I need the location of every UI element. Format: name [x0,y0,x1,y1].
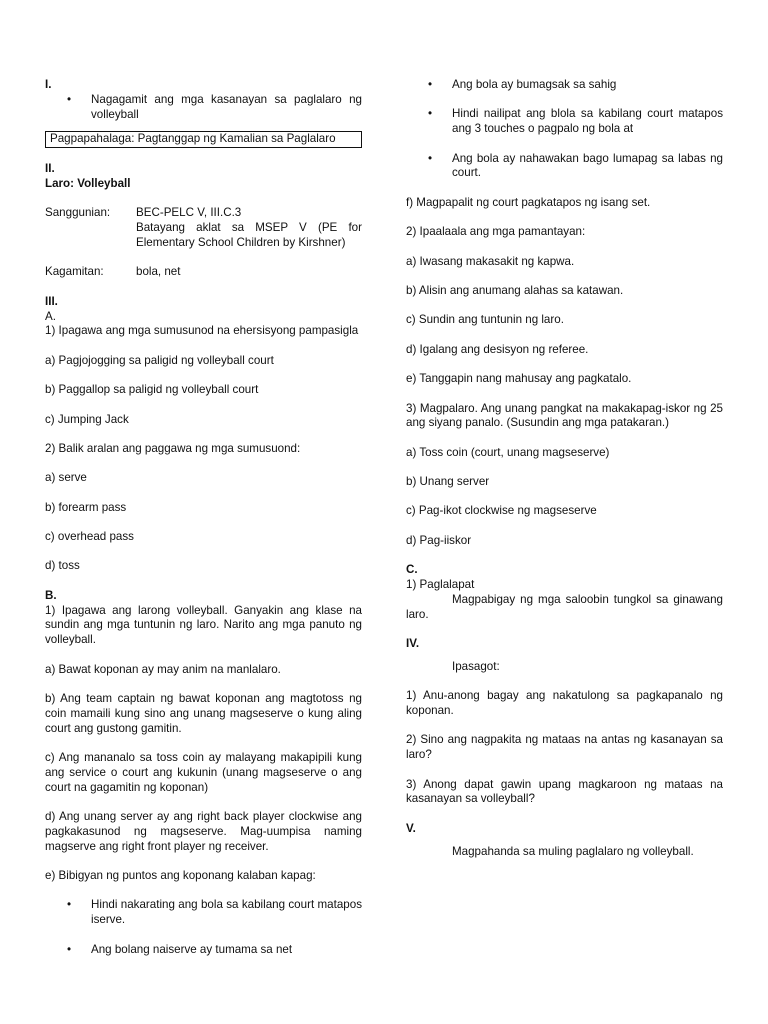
r3d-text: d) Pag-iiskor [406,533,472,547]
c1-heading: 1) Paglalapat [406,578,475,592]
a1b-text: b) Paggallop sa paligid ng volleyball court [45,383,259,397]
r2a-text: a) Iwasang makasakit ng kapwa. [406,254,575,268]
right-column [406,78,723,859]
q1-text: 1) Anu-anong bagay ang nakatulong sa pagkapanalo ng koponan. [406,689,723,718]
section-iii-a: A. [45,309,56,323]
a2b-text: b) forearm pass [45,500,127,514]
a1-text: 1) Ipagawa ang mga sumusunod na ehersisyong pampasigla [45,324,359,338]
b1e-bullet-2: • Ang bolang naiserve ay tumama sa net [45,943,362,958]
r2c-text: c) Sundin ang tuntunin ng laro. [406,313,564,327]
a2a-text: a) serve [45,471,87,485]
r2-text: 2) Ipaalaala ang mga pamantayan: [406,225,586,239]
value-box: Pagpapahalaga: Pagtanggap ng Kamalian sa Paglalaro [45,131,362,148]
r3a-text: a) Toss coin (court, unang magseserve) [406,445,610,459]
r3b-text: b) Unang server [406,475,490,489]
section-c-heading: C. [406,563,418,577]
sanggunian-value [136,206,362,250]
a2c-text: c) overhead pass [45,530,134,544]
section-iv-heading: IV. [406,637,420,651]
laro-title: Laro: Volleyball [45,176,131,190]
b1e-text: e) Bibigyan ng puntos ang koponang kalaban kapag: [45,868,316,882]
section-i-heading: I. [45,78,52,91]
sanggunian-row [45,206,362,250]
sanggunian-line2: Batayang aklat sa MSEP V (PE for Elementary School Children by Kirshner) [136,221,362,249]
b1d-text: d) Ang unang server ay ang right back player clockwise ang pagkakasunod ng magseserve. Mag-uumpisa naming magserve ang right front player ng receiver. [45,810,362,853]
b1f-text: f) Magpapalit ng court pagkatapos ng isang set. [406,195,651,209]
r3-text: 3) Magpalaro. Ang unang pangkat na makakapag-iskor ng 25 ang siyang panalo. (Susundin ang mga patakaran.) [406,401,723,430]
a1c-text: c) Jumping Jack [45,412,129,426]
kagamitan-row [45,265,362,280]
kagamitan-label: Kagamitan: [45,265,104,279]
b1c-text: c) Ang mananalo sa toss coin ay malayang makapipili kung ang service o court ang kukunin (unang magseserve o ang court na gagamitin ng koponan) [45,751,362,794]
b1e-bullet-5: • Ang bola ay nahawakan bago lumapag sa labas ng court. [406,152,723,182]
section-iii-b: B. [45,588,57,602]
section-iii-heading: III. [45,294,58,308]
v-text: Magpahanda sa muling paglalaro ng volleyball. [452,844,694,858]
a2-text: 2) Balik aralan ang paggawa ng mga sumusuond: [45,441,301,455]
c1-text: Magpabigay ng mga saloobin tungkol sa ginawang laro. [406,592,723,621]
kagamitan-value: bola, net [136,265,181,279]
ipasagot-text: Ipasagot: [452,659,500,673]
r3c-text: c) Pag-ikot clockwise ng magseserve [406,504,597,518]
objective-bullet: • Nagagamit ang mga kasanayan sa paglalaro ng volleyball [45,93,362,123]
a1a-text: a) Pagjojogging sa paligid ng volleyball court [45,353,274,367]
sanggunian-line1: BEC-PELC V, III.C.3 [136,206,242,220]
b1b-text: b) Ang team captain ng bawat koponan ang magtotoss ng coin mamaili kung sino ang unang magseserve o kung aling court ang gustong gamitin. [45,692,362,735]
q2-text: 2) Sino ang nagpakita ng mataas na antas ng kasanayan sa laro? [406,733,723,762]
b1a-text: a) Bawat koponan ay may anim na manlalaro. [45,662,281,676]
b1-text: 1) Ipagawa ang larong volleyball. Ganyakin ang klase na sundin ang mga tuntunin ng laro. Narito ang mga panuto ng volleyball. [45,603,362,647]
b1e-bullet-3: • Ang bola ay bumagsak sa sahig [406,78,723,93]
b1e-bullet-1: • Hindi nakarating ang bola sa kabilang court matapos iserve. [45,898,362,928]
a2d-text: d) toss [45,559,80,573]
r2d-text: d) Igalang ang desisyon ng referee. [406,342,589,356]
left-column [45,78,362,957]
section-v-heading: V. [406,821,416,835]
section-ii-heading: II. [45,162,55,176]
sanggunian-label: Sanggunian: [45,206,111,220]
q3-text: 3) Anong dapat gawin upang magkaroon ng mataas na kasanayan sa volleyball? [406,777,723,806]
r2e-text: e) Tanggapin nang mahusay ang pagkatalo. [406,372,632,386]
b1e-bullet-4: • Hindi nailipat ang blola sa kabilang court matapos ang 3 touches o pagpalo ng bola at [406,107,723,137]
r2b-text: b) Alisin ang anumang alahas sa katawan. [406,283,624,297]
